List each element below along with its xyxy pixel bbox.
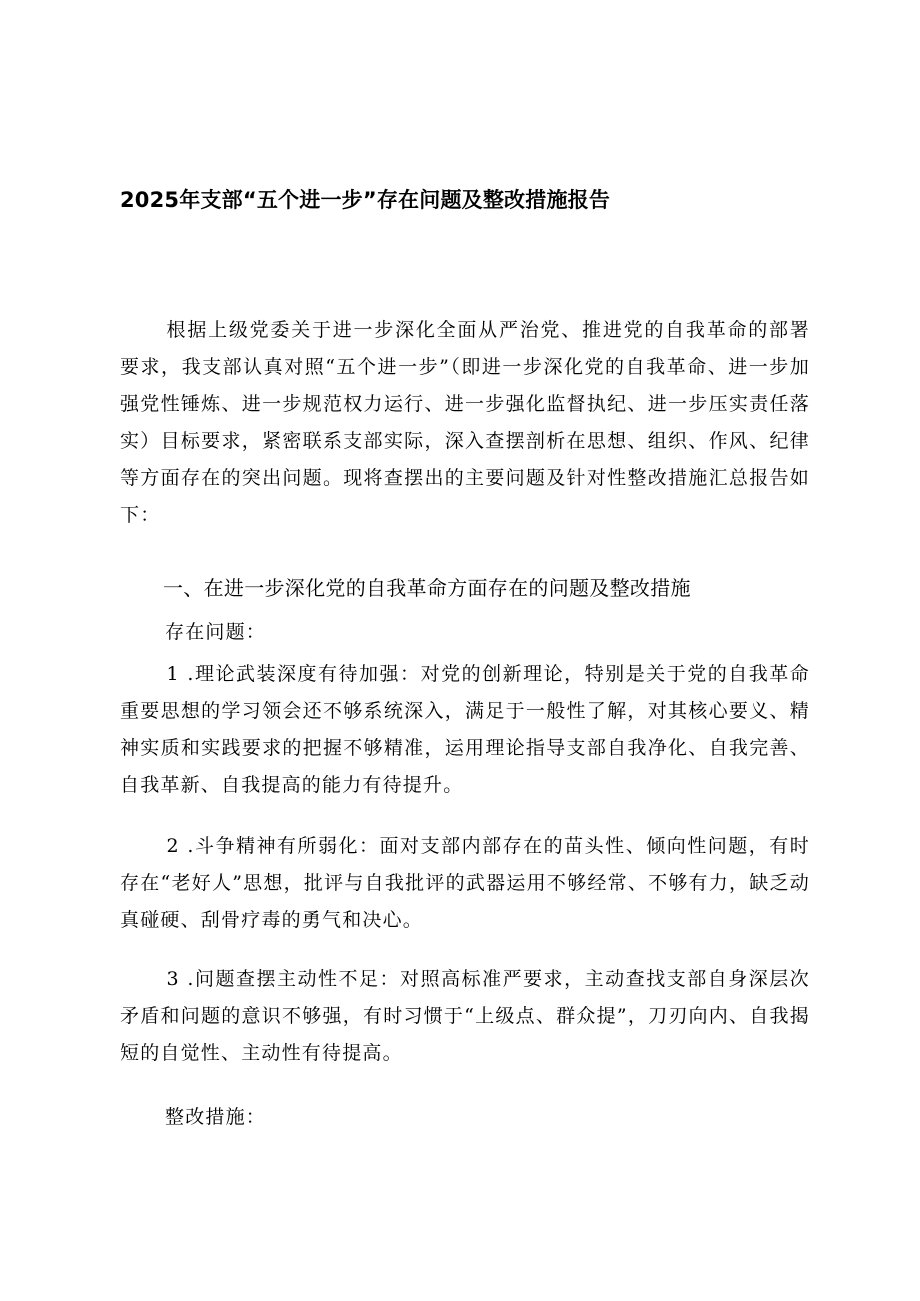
problems-label: 存在问题：	[165, 621, 267, 643]
intro-paragraph: 根据上级党委关于进一步深化全面从严治党、推进党的自我革命的部署要求，我支部认真对照“五个进一步”（即进一步深化党的自我革命、进一步加强党性锤炼、进一步规范权力运行、进一步强化监督执纪、进一步压实责任落实）目标要求，紧密联系支部实际，深入查摆剖析在思想、组织、作风、纪律等方面存在的突出问题。现将查摆出的主要问题及针对性整改措施汇总报告如下：	[120, 319, 810, 526]
problem-item: 1 .理论武装深度有待加强：对党的创新理论，特别是关于党的自我革命重要思想的学习领会还不够系统深入，满足于一般性了解，对其核心要义、精神实质和实践要求的把握不够精准，运用理论指导支部自我净化、自我完善、自我革新、自我提高的能力有待提升。	[120, 663, 810, 796]
document-title: 2025年支部“五个进一步”存在问题及整改措施报告	[120, 188, 611, 212]
section-heading: 一、在进一步深化党的自我革命方面存在的问题及整改措施	[163, 576, 691, 600]
problem-item: 2 .斗争精神有所弱化：面对支部内部存在的苗头性、倾向性问题，有时存在“老好人”思想，批评与自我批评的武器运用不够经常、不够有力，缺乏动真碰硬、刮骨疗毒的勇气和决心。	[120, 835, 810, 931]
problem-item: 3 .问题查摆主动性不足：对照高标准严要求，主动查找支部自身深层次矛盾和问题的意识不够强，有时习惯于“上级点、群众提”，刀刃向内、自我揭短的自觉性、主动性有待提高。	[120, 968, 810, 1064]
measures-label: 整改措施：	[165, 1106, 267, 1128]
